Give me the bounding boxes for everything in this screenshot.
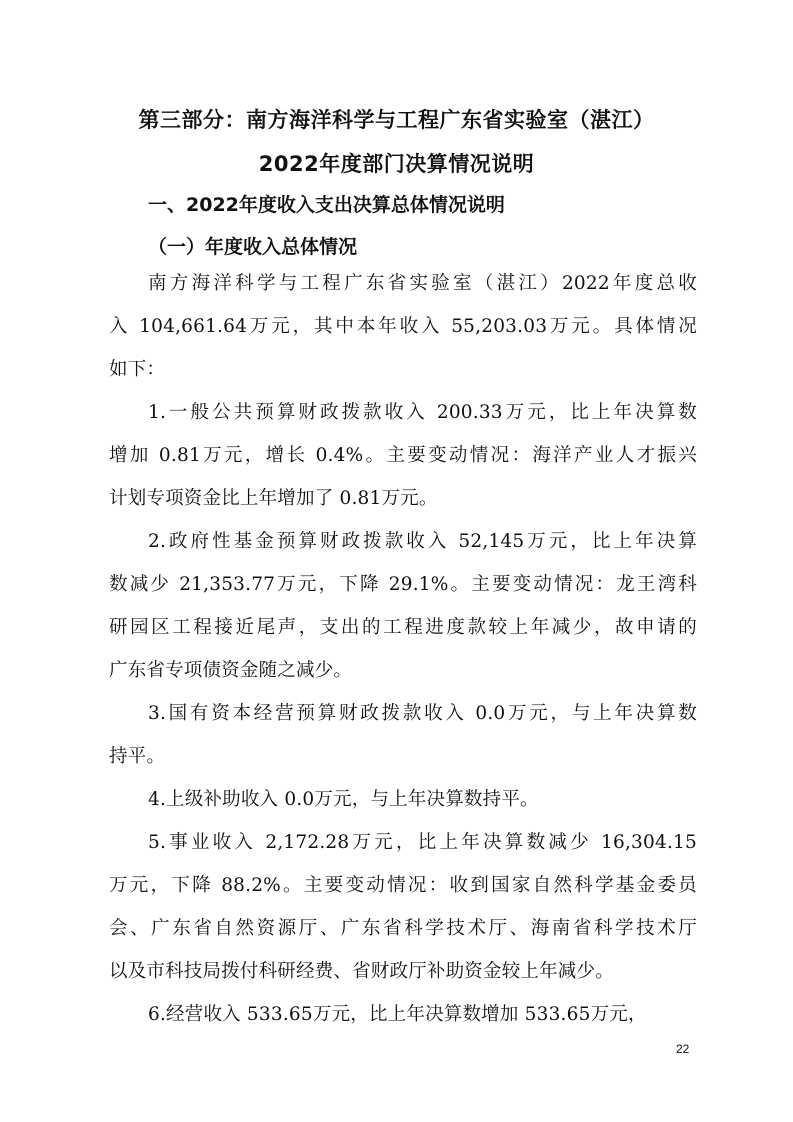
paragraph-line: 3.国有资本经营预算财政拨款收入 0.0万元，与上年决算数 bbox=[148, 703, 697, 724]
paragraph-line: 研园区工程接近尾声，支出的工程进度款较上年减少，故申请的 bbox=[109, 617, 697, 638]
paragraph-line: 会、广东省自然资源厅、广东省科学技术厅、海南省科学技术厅 bbox=[109, 918, 697, 939]
paragraph-line: 增加 0.81万元，增长 0.4%。主要变动情况：海洋产业人才振兴 bbox=[109, 445, 697, 466]
paragraph-line: 广东省专项债资金随之减少。 bbox=[109, 660, 353, 681]
paragraph-line: 持平。 bbox=[109, 746, 166, 767]
paragraph-line: 如下： bbox=[109, 359, 166, 380]
section-heading: 一、2022年度收入支出决算总体情况说明 bbox=[148, 194, 505, 216]
subsection-heading: （一）年度收入总体情况 bbox=[148, 236, 358, 258]
paragraph-line: 万元，下降 88.2%。主要变动情况：收到国家自然科学基金委员 bbox=[109, 875, 697, 896]
paragraph-line: 2.政府性基金预算财政拨款收入 52,145万元，比上年决算 bbox=[148, 531, 697, 552]
paragraph-line: 入 104,661.64万元，其中本年收入 55,203.03万元。具体情况 bbox=[109, 316, 697, 337]
paragraph-line: 5.事业收入 2,172.28万元，比上年决算数减少 16,304.15 bbox=[148, 832, 697, 853]
paragraph-line: 以及市科技局拨付科研经费、省财政厅补助资金较上年减少。 bbox=[109, 961, 614, 982]
paragraph-line: 数减少 21,353.77万元，下降 29.1%。主要变动情况：龙王湾科 bbox=[109, 574, 697, 595]
paragraph-line: 1.一般公共预算财政拨款收入 200.33万元，比上年决算数 bbox=[148, 402, 697, 423]
paragraph-line: 南方海洋科学与工程广东省实验室（湛江）2022年度总收 bbox=[148, 273, 697, 294]
page-number: 22 bbox=[676, 1042, 690, 1056]
document-title-line-1: 第三部分：南方海洋科学与工程广东省实验室（湛江） bbox=[138, 108, 655, 132]
paragraph-line: 6.经营收入 533.65万元，比上年决算数增加 533.65万元， bbox=[148, 1004, 647, 1025]
document-title-line-2: 2022年度部门决算情况说明 bbox=[258, 152, 535, 176]
paragraph-line: 4.上级补助收入 0.0万元，与上年决算数持平。 bbox=[148, 789, 539, 810]
paragraph-line: 计划专项资金比上年增加了 0.81万元。 bbox=[109, 488, 438, 509]
